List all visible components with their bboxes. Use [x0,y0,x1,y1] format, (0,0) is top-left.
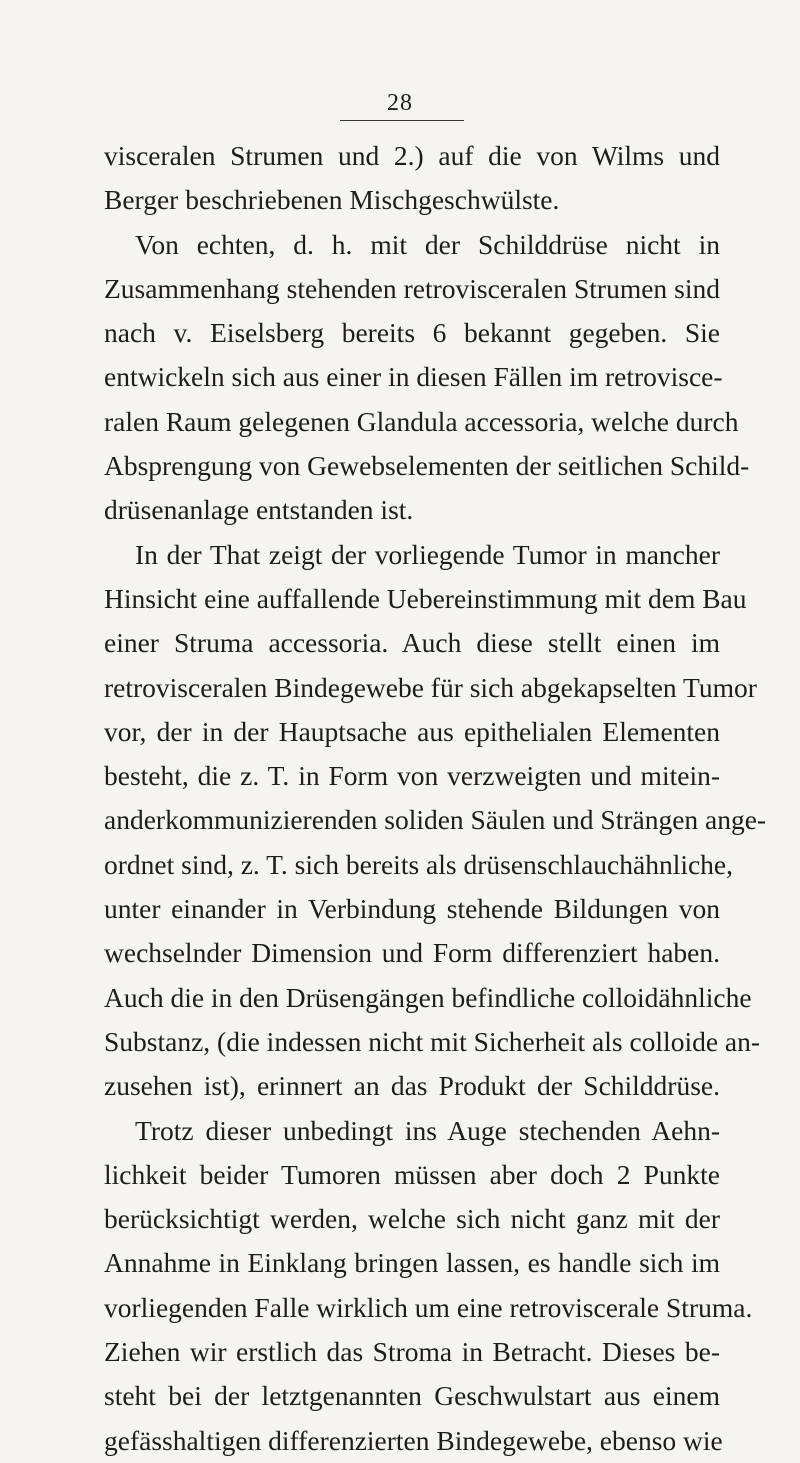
text-line: gefässhaltigen differenzierten Bindegewebe, ebenso wie [104,1424,723,1456]
text-line: Substanz, (die indessen nicht mit Sicherheit als colloide an- [104,1025,761,1057]
text-line: Berger beschriebenen Mischgeschwülste. [104,184,560,216]
text-line: Absprengung von Gewebselementen der seitlichen Schild- [104,450,750,482]
text-line: drüsenanlage entstanden ist. [104,494,414,526]
text-line: Ziehen wir erstlich das Stroma in Betracht. Dieses be- [104,1336,720,1368]
text-line: einer Struma accessoria. Auch diese stellt einen im [104,627,720,659]
text-line: zusehen ist), erinnert an das Produkt der Schilddrüse. [104,1070,720,1102]
text-line: wechselnder Dimension und Form differenziert haben. [104,937,720,969]
text-line: anderkommunizierenden soliden Säulen und Strängen ange- [104,804,767,836]
page-number: 28 [387,90,413,116]
text-line: steht bei der letztgenannten Geschwulstart aus einem [104,1380,720,1412]
text-line: Von echten, d. h. mit der Schilddrüse nicht in [135,228,720,260]
text-line: entwickeln sich aus einer in diesen Fällen im retrovisce- [104,361,723,393]
text-line: In der That zeigt der vorliegende Tumor in mancher [135,538,720,570]
text-line: lichkeit beider Tumoren müssen aber doch 2 Punkte [104,1158,720,1190]
text-line: Hinsicht eine auffallende Uebereinstimmung mit dem Bau [104,582,747,614]
text-line: retrovisceralen Bindegewebe für sich abgekapselten Tumor [104,671,757,703]
text-line: berücksichtigt werden, welche sich nicht ganz mit der [104,1203,720,1235]
text-line: besteht, die z. T. in Form von verzweigten und mitein- [104,760,720,792]
text-line: vor, der in der Hauptsache aus epithelialen Elementen [104,715,720,747]
text-line: Zusammenhang stehenden retrovisceralen Strumen sind [104,272,720,304]
text-line: visceralen Strumen und 2.) auf die von Wilms und [104,140,720,171]
text-line: vorliegenden Falle wirklich um eine retroviscerale Struma. [104,1291,753,1323]
header-rule [340,120,464,121]
text-line: ordnet sind, z. T. sich bereits als drüsenschlauchähnliche, [104,848,734,880]
text-line: unter einander in Verbindung stehende Bildungen von [104,893,720,925]
text-line: ralen Raum gelegenen Glandula accessoria, welche durch [104,405,739,437]
text-line: Trotz dieser unbedingt ins Auge stechenden Aehn- [135,1114,720,1146]
text-line: Annahme in Einklang bringen lassen, es handle sich im [104,1247,720,1279]
text-line: nach v. Eiselsberg bereits 6 bekannt gegeben. Sie [104,317,720,349]
text-line: Auch die in den Drüsengängen befindliche colloidähnliche [104,981,752,1013]
body-text [104,134,767,1463]
